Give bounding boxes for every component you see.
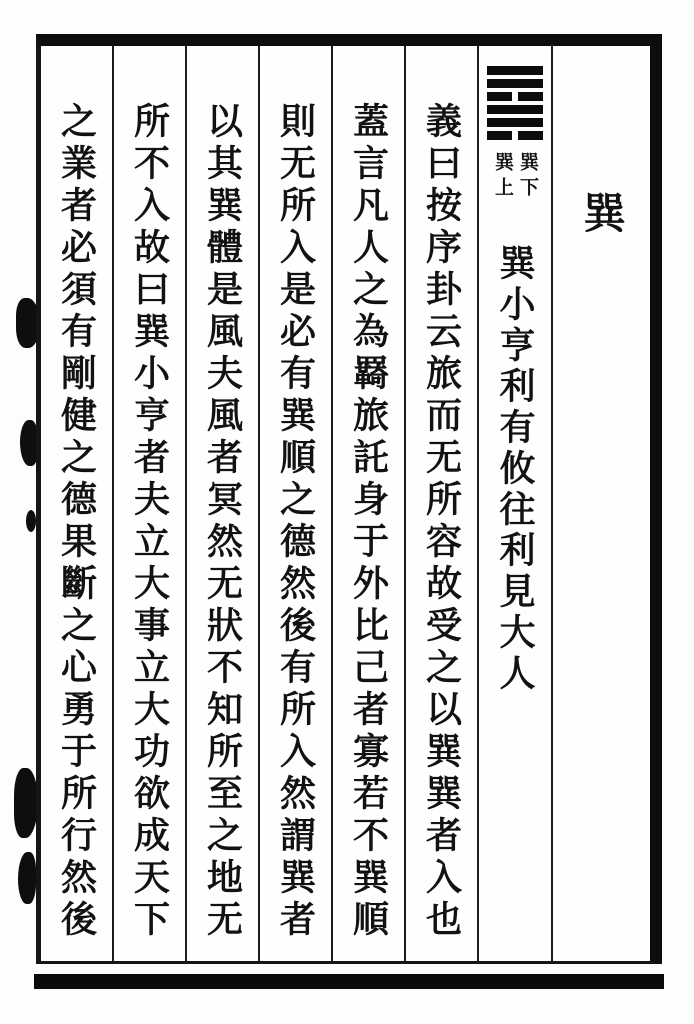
commentary-text: 義曰按序卦云旅而无所容故受之以巽巽者入也 xyxy=(420,102,463,942)
commentary-text: 蓋言凡人之為羇旅託身于外比己者寡若不巽順 xyxy=(347,102,390,942)
page-title: 巽 xyxy=(577,191,627,233)
commentary-text: 之業者必須有剛健之德果斷之心勇于所行然後 xyxy=(55,102,98,942)
commentary-column-1 xyxy=(404,46,477,961)
commentary-column-6 xyxy=(41,46,112,961)
hexagram-column xyxy=(477,46,551,961)
hexagram-line-solid xyxy=(487,79,543,88)
page-frame xyxy=(36,34,662,964)
scripture-text: 巽小亨利有攸往利見大人 xyxy=(494,244,536,695)
commentary-text: 以其巽體是風夫風者冥然无狀不知所至之地无 xyxy=(201,102,244,942)
hexagram-line-solid xyxy=(487,118,543,127)
hexagram-line-solid xyxy=(487,66,543,75)
hexagram-figure xyxy=(487,66,543,144)
hexagram-line-broken xyxy=(487,92,543,101)
commentary-text: 則无所入是必有巽順之德然後有所入然謂巽者 xyxy=(274,102,317,942)
ink-smudge xyxy=(14,768,38,838)
text-columns xyxy=(41,46,650,961)
commentary-column-2 xyxy=(331,46,404,961)
trigram-annotation xyxy=(493,152,537,232)
commentary-column-5 xyxy=(112,46,185,961)
bottom-border-bar xyxy=(34,974,664,989)
hexagram-line-broken xyxy=(487,131,543,140)
commentary-text: 所不入故曰巽小亨者夫立大事立大功欲成天下 xyxy=(128,102,171,942)
title-column xyxy=(551,46,650,961)
ink-smudge xyxy=(18,852,36,904)
commentary-column-4 xyxy=(185,46,258,961)
hexagram-line-solid xyxy=(487,105,543,114)
trigram-annotation-lower: 巽下 xyxy=(517,152,539,202)
commentary-column-3 xyxy=(258,46,331,961)
trigram-annotation-upper: 巽上 xyxy=(492,152,514,202)
ink-smudge xyxy=(26,510,36,532)
